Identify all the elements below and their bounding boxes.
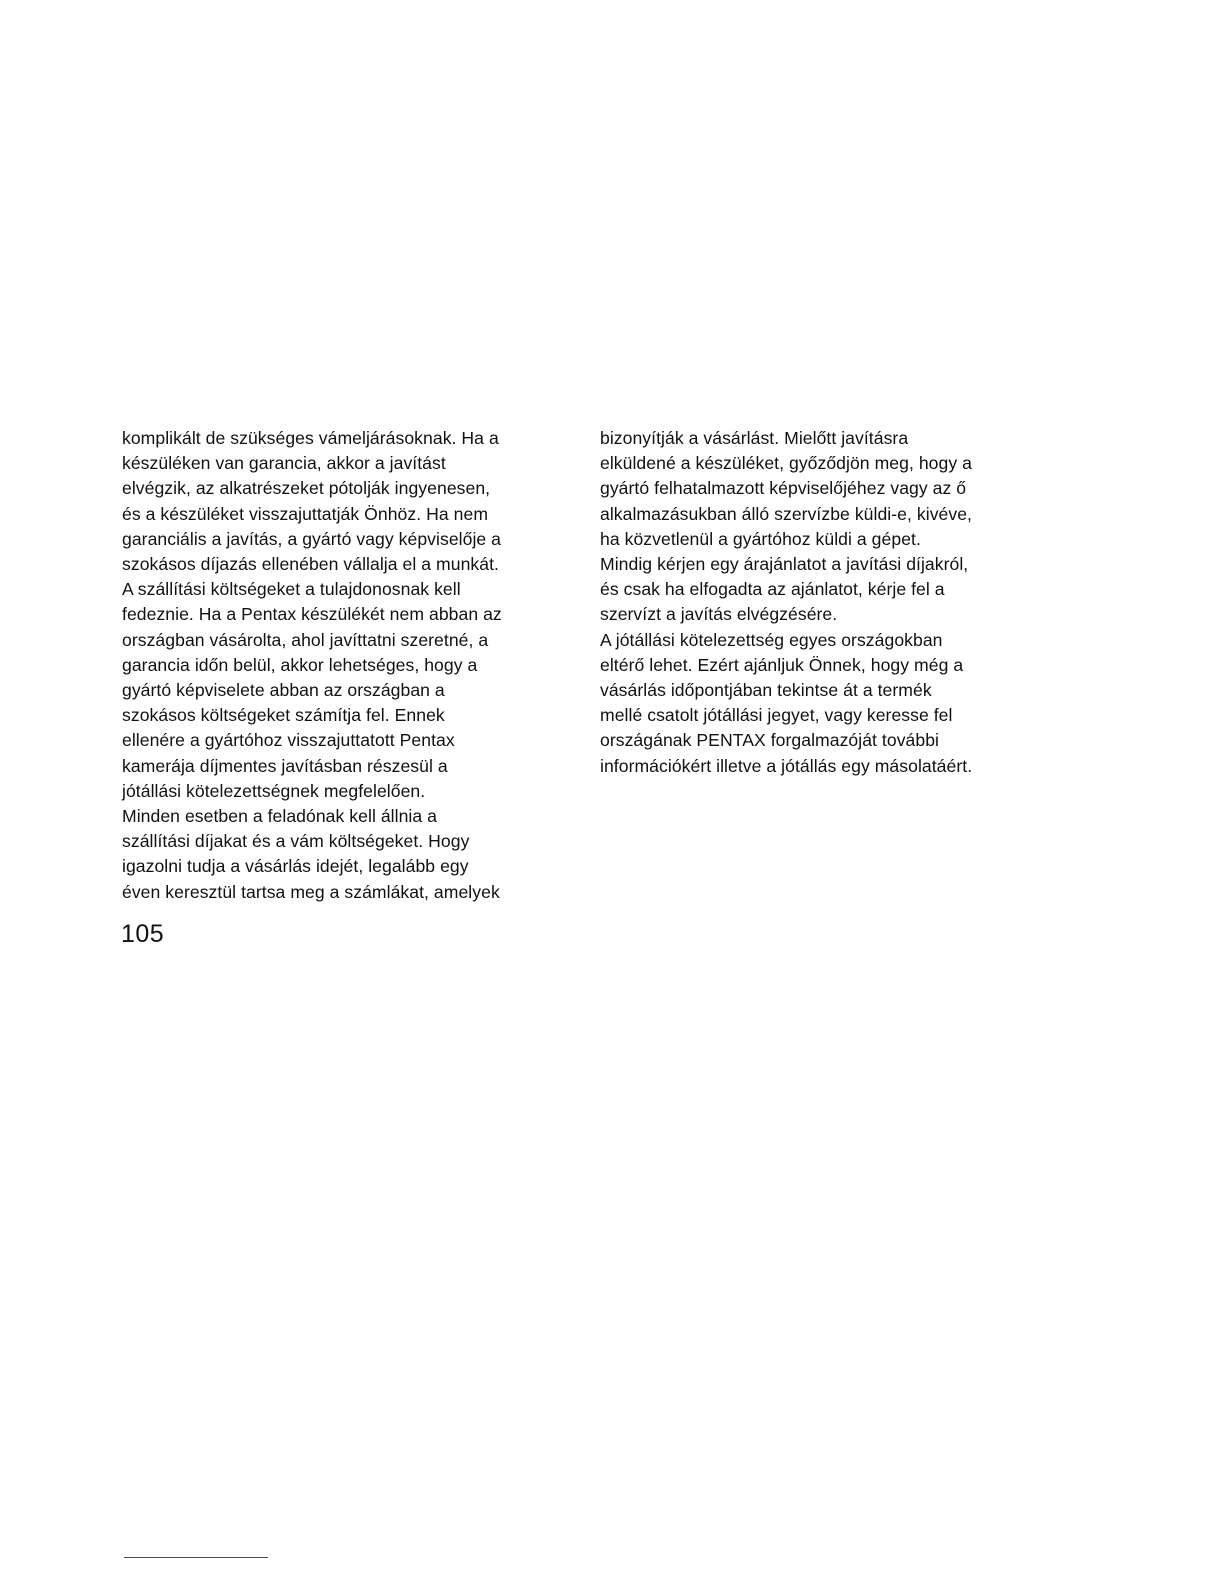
text-line: mellé csatolt jótállási jegyet, vagy keresse fel bbox=[600, 705, 953, 726]
text-line: eltérő lehet. Ezért ajánljuk Önnek, hogy még a bbox=[600, 654, 964, 675]
text-line: fedeznie. Ha a Pentax készülékét nem abban az bbox=[122, 604, 502, 625]
text-line: készüléken van garancia, akkor a javítást bbox=[122, 453, 446, 474]
text-line: garancia időn belül, akkor lehetséges, hogy a bbox=[122, 654, 478, 675]
text-line: jótállási kötelezettségnek megfelelően. bbox=[122, 780, 426, 801]
text-line: A szállítási költségeket a tulajdonosnak kell bbox=[122, 579, 461, 600]
right-text-column bbox=[600, 426, 1040, 779]
text-line: bizonyítják a vásárlást. Mielőtt javításra bbox=[600, 428, 909, 448]
text-line: alkalmazásukban álló szervízbe küldi-e, kivéve, bbox=[600, 503, 972, 524]
text-line: kamerája díjmentes javításban részesül a bbox=[122, 755, 448, 776]
footer-rule bbox=[124, 1557, 268, 1558]
page-number: 105 bbox=[121, 920, 165, 948]
text-line: komplikált de szükséges vámeljárásoknak. Ha a bbox=[122, 428, 499, 448]
text-line: országban vásárolta, ahol javíttatni szeretné, a bbox=[122, 629, 489, 650]
text-line: információkért illetve a jótállás egy másolatáért. bbox=[600, 755, 973, 776]
text-line: ha közvetlenül a gyártóhoz küldi a gépet. bbox=[600, 528, 921, 549]
text-line: A jótállási kötelezettség egyes országokban bbox=[600, 629, 943, 650]
text-line: szokásos díjazás ellenében vállalja el a munkát. bbox=[122, 554, 499, 575]
text-line: ellenére a gyártóhoz visszajuttatott Pentax bbox=[122, 730, 455, 751]
text-line: Mindig kérjen egy árajánlatot a javítási díjakról, bbox=[600, 554, 969, 575]
text-line: garanciális a javítás, a gyártó vagy képviselője a bbox=[122, 528, 502, 549]
text-line: és csak ha elfogadta az ajánlatot, kérje fel a bbox=[600, 579, 945, 600]
text-line: vásárlás időpontjában tekintse át a termék bbox=[600, 680, 932, 701]
text-line: elvégzik, az alkatrészeket pótolják ingyenesen, bbox=[122, 478, 491, 499]
text-line: igazolni tudja a vásárlás idejét, legalább egy bbox=[122, 856, 469, 877]
text-line: szokásos költségeket számítja fel. Ennek bbox=[122, 705, 445, 726]
text-line: Minden esetben a feladónak kell állnia a bbox=[122, 806, 437, 827]
text-line: és a készüléket visszajuttatják Önhöz. Ha nem bbox=[122, 503, 489, 524]
text-line: országának PENTAX forgalmazóját további bbox=[600, 730, 940, 751]
text-line: szervízt a javítás elvégzésére. bbox=[600, 604, 838, 625]
text-line: szállítási díjakat és a vám költségeket. Hogy bbox=[122, 831, 470, 852]
text-line: gyártó felhatalmazott képviselőjéhez vagy az ő bbox=[600, 478, 967, 499]
text-line: elküldené a készüléket, győződjön meg, hogy a bbox=[600, 453, 972, 474]
text-line: gyártó képviselete abban az országban a bbox=[122, 680, 445, 701]
text-line: éven keresztül tartsa meg a számlákat, amelyek bbox=[122, 881, 500, 902]
left-text-column bbox=[122, 426, 570, 905]
